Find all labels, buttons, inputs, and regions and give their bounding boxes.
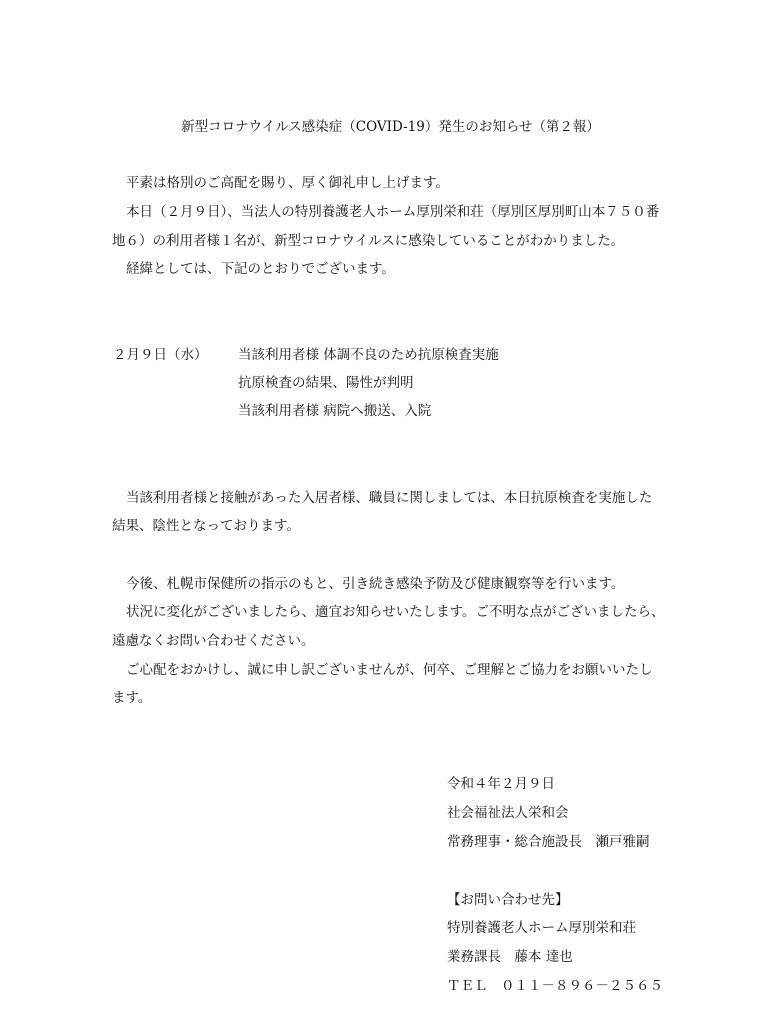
signature-date: 令和４年２月９日 — [447, 776, 555, 792]
intro-line-2: 本日（２月９日）、当法人の特別養護老人ホーム厚別栄和荘（厚別区厚別町山本７５０番 — [126, 204, 660, 220]
greeting-line: 平素は格別のご高配を賜り、厚く御礼申し上げます。 — [126, 175, 449, 191]
closing-line-4: ご心配をおかけし、誠に申し訳ございませんが、何卒、ご理解とご協力をお願いいたし — [126, 662, 653, 678]
closing-line-5: ます。 — [112, 690, 152, 706]
signature-org: 社会福祉法人栄和会 — [447, 805, 569, 821]
contact-result-line-1: 当該利用者様と接触があった入居者様、職員に関しましては、本日抗原検査を実施した — [126, 490, 653, 506]
inquiry-tel: ＴＥＬ ０１１－８９６－２５６５ — [447, 978, 663, 994]
document-title: 新型コロナウイルス感染症（COVID-19）発生のお知らせ（第２報） — [181, 119, 600, 135]
intro-line-3: 地６）の利用者様１名が、新型コロナウイルスに感染していることがわかりました。 — [112, 233, 625, 249]
closing-line-3: 遠慮なくお問い合わせください。 — [112, 633, 315, 649]
timeline-event-2: 抗原検査の結果、陽性が判明 — [238, 375, 414, 391]
inquiry-facility: 特別養護老人ホーム厚別栄和荘 — [447, 920, 636, 936]
contact-result-line-2: 結果、陰性となっております。 — [112, 518, 300, 534]
inquiry-heading: 【お問い合わせ先】 — [447, 892, 569, 908]
timeline-date: ２月９日（水） — [113, 347, 208, 363]
timeline-event-1: 当該利用者様 体調不良のため抗原検査実施 — [238, 347, 499, 363]
signature-person: 常務理事・総合施設長 瀬戸雅嗣 — [447, 834, 650, 850]
closing-line-2: 状況に変化がございましたら、適宜お知らせいたします。ご不明な点がございましたら、 — [126, 604, 665, 620]
closing-line-1: 今後、札幌市保健所の指示のもと、引き続き感染予防及び健康観察等を行います。 — [126, 576, 625, 592]
timeline-event-3: 当該利用者様 病院へ搬送、入院 — [238, 403, 432, 419]
intro-line-4: 経緯としては、下記のとおりでございます。 — [126, 261, 395, 277]
inquiry-person: 業務課長 藤本 達也 — [447, 949, 573, 965]
